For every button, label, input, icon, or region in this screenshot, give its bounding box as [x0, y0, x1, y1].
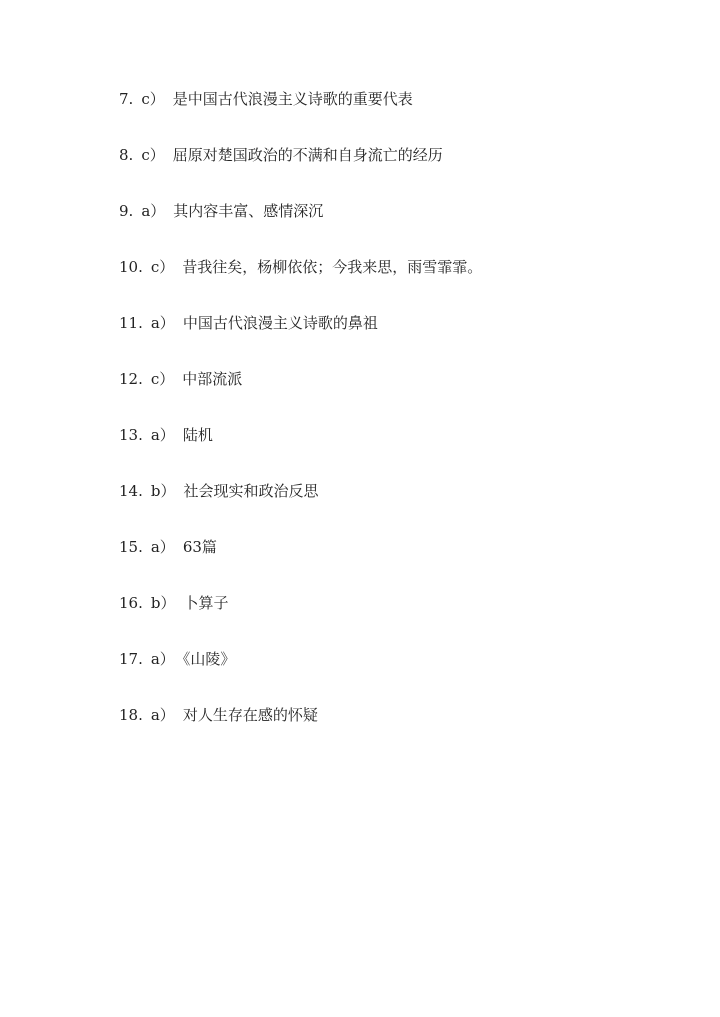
answer-item	[119, 142, 482, 198]
answer-item	[119, 478, 482, 534]
answer-choice: b）	[150, 482, 176, 500]
answer-text: 中部流派	[182, 370, 243, 388]
answer-text: 社会现实和政治反思	[183, 482, 319, 500]
answer-text: 陆机	[182, 426, 213, 444]
answer-item	[119, 310, 482, 366]
answer-choice: a）	[150, 426, 175, 444]
answer-number: 14.	[119, 482, 143, 500]
answer-choice: c）	[141, 90, 165, 108]
answer-item	[119, 422, 482, 478]
answer-item	[119, 198, 482, 254]
answer-text: 是中国古代浪漫主义诗歌的重要代表	[172, 90, 413, 108]
answer-item	[119, 646, 482, 702]
answer-number: 15.	[119, 538, 143, 556]
answer-choice: c）	[150, 258, 175, 276]
answer-text: 对人生存在感的怀疑	[182, 706, 318, 724]
answer-item	[119, 590, 482, 646]
answer-number: 12.	[119, 370, 143, 388]
answer-item	[119, 366, 482, 422]
answer-list	[119, 86, 482, 758]
answer-text: 其内容丰富、感情深沉	[173, 202, 324, 220]
answer-number: 7.	[119, 90, 134, 108]
answer-number: 17.	[119, 650, 143, 668]
answer-choice: a）	[150, 706, 175, 724]
answer-number: 18.	[119, 706, 143, 724]
answer-text: 昔我往矣，杨柳依依；今我来思，雨雪霏霏。	[182, 258, 483, 276]
answer-text: 卜算子	[183, 594, 229, 612]
answer-choice: a）	[150, 650, 175, 668]
answer-choice: c）	[150, 370, 175, 388]
answer-choice: a）	[150, 314, 175, 332]
answer-choice: a）	[141, 202, 166, 220]
answer-text: 63篇	[182, 538, 217, 556]
answer-item	[119, 534, 482, 590]
answer-choice: a）	[150, 538, 175, 556]
answer-text: 《山陵》	[182, 650, 236, 668]
answer-number: 11.	[119, 314, 143, 332]
answer-choice: b）	[150, 594, 176, 612]
answer-number: 9.	[119, 202, 134, 220]
answer-number: 10.	[119, 258, 143, 276]
answer-item	[119, 86, 482, 142]
answer-text: 中国古代浪漫主义诗歌的鼻祖	[182, 314, 378, 332]
answer-item	[119, 702, 482, 758]
answer-choice: c）	[141, 146, 165, 164]
answer-item	[119, 254, 482, 310]
answer-text: 屈原对楚国政治的不满和自身流亡的经历	[172, 146, 443, 164]
answer-number: 8.	[119, 146, 134, 164]
answer-number: 13.	[119, 426, 143, 444]
answer-number: 16.	[119, 594, 143, 612]
